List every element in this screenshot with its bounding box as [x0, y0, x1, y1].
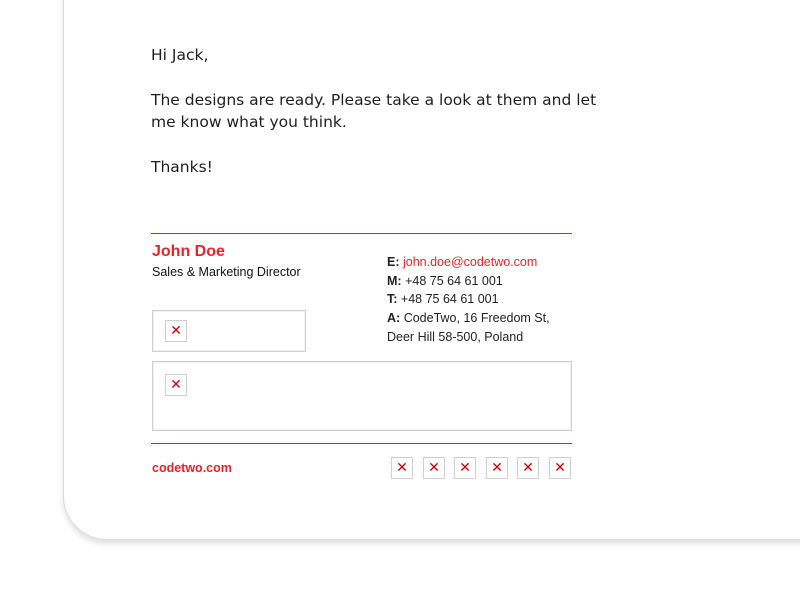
logo-image-placeholder [152, 310, 306, 352]
social-icon-1-broken-image-icon[interactable]: ✕ [391, 457, 413, 479]
contact-email-row [387, 253, 537, 271]
contact-mobile-row [387, 272, 503, 290]
website-link[interactable]: codetwo.com [152, 461, 232, 475]
banner-image-placeholder[interactable] [152, 361, 572, 431]
contact-address-row [387, 309, 550, 327]
signature-job-title: Sales & Marketing Director [152, 265, 301, 279]
contact-mobile-value: +48 75 64 61 001 [405, 274, 503, 288]
contact-mobile-label: M: [387, 274, 402, 288]
email-message: The designs are ready. Please take a look at them and let me know what you think. [151, 91, 597, 131]
signature-name: John Doe [152, 243, 225, 260]
contact-tel-row [387, 290, 499, 308]
social-icon-3-broken-image-icon[interactable]: ✕ [454, 457, 476, 479]
broken-image-icon: ✕ [165, 320, 187, 342]
email-signoff: Thanks! [151, 158, 213, 176]
social-icon-5-broken-image-icon[interactable]: ✕ [517, 457, 539, 479]
contact-email-label: E: [387, 255, 400, 269]
contact-email-link[interactable]: john.doe@codetwo.com [402, 255, 538, 269]
email-greeting: Hi Jack, [151, 46, 209, 64]
signature-bottom-divider [151, 443, 572, 444]
social-icon-2-broken-image-icon[interactable]: ✕ [423, 457, 445, 479]
social-icon-4-broken-image-icon[interactable]: ✕ [486, 457, 508, 479]
contact-tel-label: T: [387, 292, 398, 306]
contact-tel-value: +48 75 64 61 001 [400, 292, 499, 306]
broken-image-icon: ✕ [165, 374, 187, 396]
contact-address-label: A: [387, 311, 401, 325]
signature-top-divider [151, 233, 572, 234]
contact-address-line1: CodeTwo, 16 Freedom St, [403, 311, 550, 325]
contact-address-line2: Deer Hill 58-500, Poland [387, 330, 524, 344]
social-icon-6-broken-image-icon[interactable]: ✕ [549, 457, 571, 479]
